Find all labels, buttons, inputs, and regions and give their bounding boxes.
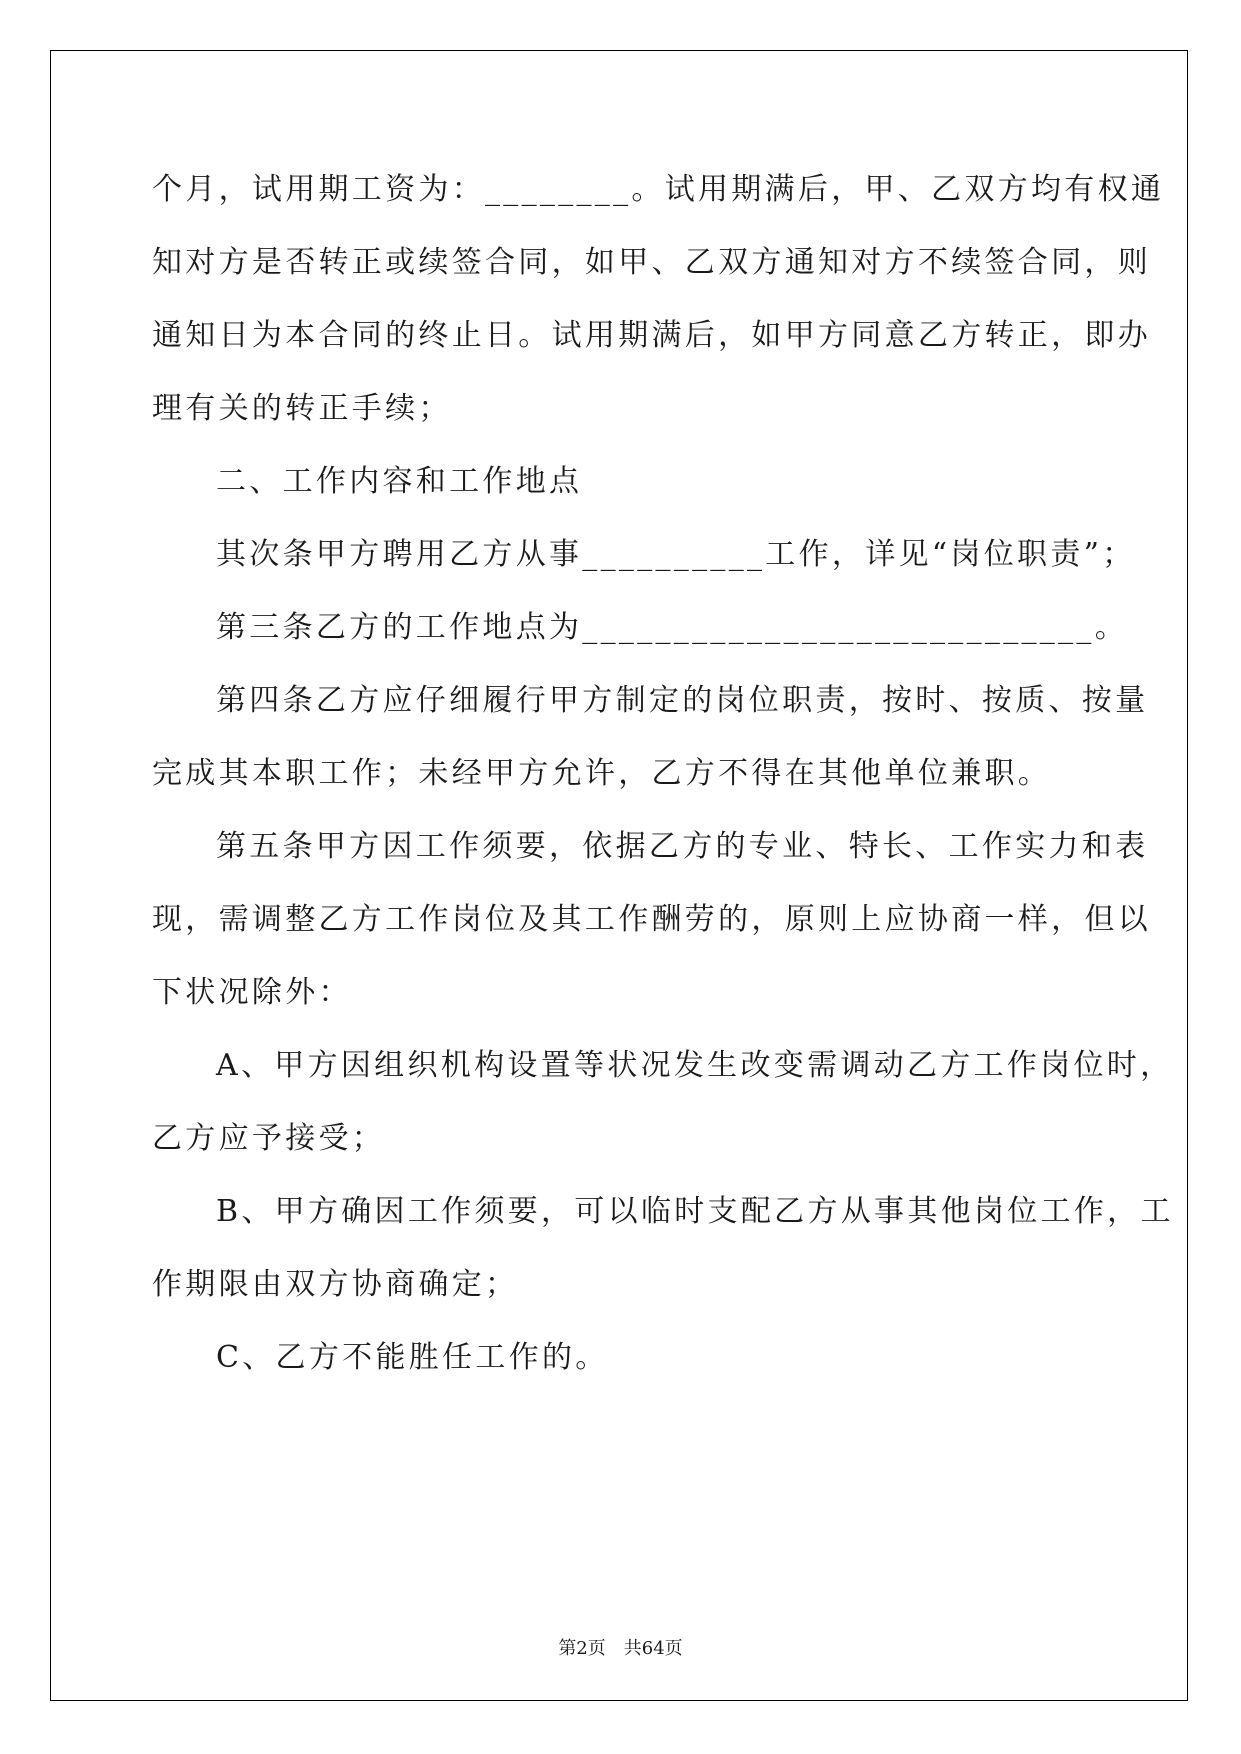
body-line-1: 个月，试用期工资为：________。试用期满后，甲、乙双方均有权通 xyxy=(152,172,1165,207)
article-5-line-3: 下状况除外： xyxy=(152,975,352,1010)
article-4-line-2: 完成其本职工作；未经甲方允许，乙方不得在其他单位兼职。 xyxy=(152,756,1052,791)
article-5-line-1: 第五条甲方因工作须要，依据乙方的专业、特长、工作实力和表 xyxy=(216,829,1149,864)
page-border xyxy=(50,50,1188,1701)
article-5-line-2: 现，需调整乙方工作岗位及其工作酬劳的，原则上应协商一样，但以 xyxy=(152,902,1151,937)
page-number: 第2页 共64页 xyxy=(558,1638,683,1659)
item-c: C、乙方不能胜任工作的。 xyxy=(216,1340,609,1375)
item-b-line-1: B、甲方确因工作须要，可以临时支配乙方从事其他岗位工作，工 xyxy=(216,1194,1174,1229)
item-a-line-2: 乙方应予接受； xyxy=(152,1121,386,1156)
section-heading: 二、工作内容和工作地点 xyxy=(216,464,583,499)
article-2: 其次条甲方聘用乙方从事__________工作，详见“岗位职责”； xyxy=(216,537,1136,572)
body-line-3: 通知日为本合同的终止日。试用期满后，如甲方同意乙方转正，即办 xyxy=(152,318,1151,353)
article-4-line-1: 第四条乙方应仔细履行甲方制定的岗位职责，按时、按质、按量 xyxy=(216,683,1149,718)
item-b-line-2: 作期限由双方协商确定； xyxy=(152,1267,519,1302)
article-3: 第三条乙方的工作地点为____________________________。 xyxy=(216,610,1128,645)
body-line-4: 理有关的转正手续； xyxy=(152,391,452,426)
body-line-2: 知对方是否转正或续签合同，如甲、乙双方通知对方不续签合同，则 xyxy=(152,245,1151,280)
item-a-line-1: A、甲方因组织机构设置等状况发生改变需调动乙方工作岗位时， xyxy=(216,1048,1174,1083)
